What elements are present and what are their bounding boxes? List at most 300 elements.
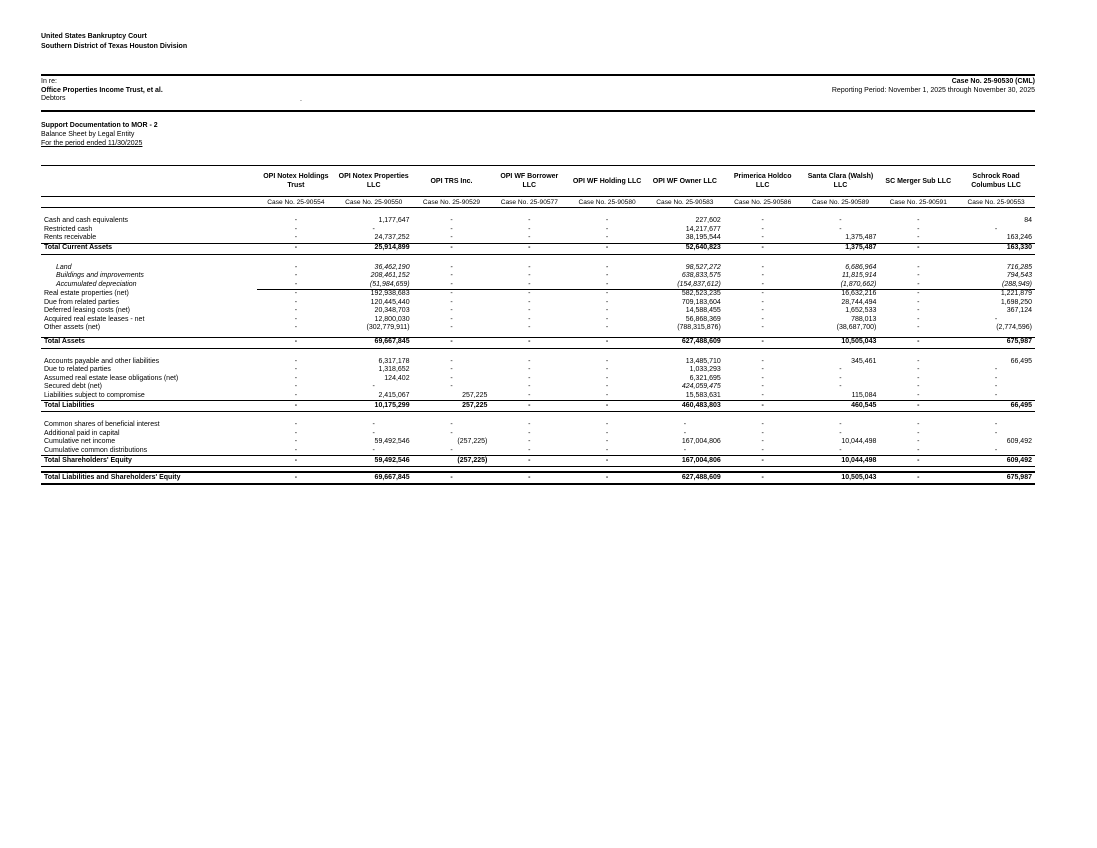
value-cell: 6,686,964	[845, 263, 877, 271]
value-cell: -	[528, 263, 531, 271]
value-cell: -	[528, 421, 531, 428]
value-cell: -	[761, 421, 764, 428]
value-cell: -	[568, 281, 646, 290]
value-cell: -	[917, 421, 920, 428]
value-cell: 52,640,823	[646, 243, 724, 254]
line-item-row	[41, 290, 1035, 299]
value-cell: 69,667,845	[335, 337, 413, 348]
value-cell: 192,938,683	[370, 290, 410, 297]
value-cell: -	[294, 438, 298, 445]
value-cell: 124,402	[384, 374, 410, 382]
value-cell: -	[294, 429, 298, 437]
value-cell: 59,492,546	[335, 456, 413, 467]
value-cell: -	[761, 298, 764, 306]
value-cell: -	[528, 383, 531, 390]
value-cell: 257,225	[462, 391, 488, 399]
value-cell: -	[294, 290, 298, 297]
value-cell: 28,744,494	[841, 298, 877, 306]
value-cell: 1,318,652	[378, 366, 410, 373]
value-cell: 163,330	[957, 243, 1035, 254]
row-label: Total Liabilities and Shareholders' Equity	[41, 472, 257, 484]
line-item-row	[41, 234, 1035, 243]
debtor-name: Office Properties Income Trust, et al.	[41, 86, 163, 94]
case-header	[41, 74, 1035, 112]
row-label: Total Shareholders' Equity	[41, 456, 257, 467]
value-cell: -	[917, 290, 920, 297]
value-cell: -	[724, 472, 802, 484]
value-cell: -	[605, 446, 609, 454]
value-cell: 716,285	[1006, 263, 1032, 271]
line-item-row	[41, 421, 1035, 430]
value-cell: 16,632,216	[841, 290, 877, 297]
value-cell: -	[294, 272, 298, 279]
value-cell: -	[528, 438, 531, 445]
line-item-row	[41, 383, 1035, 392]
value-cell: -	[879, 401, 957, 412]
label-header	[41, 166, 257, 197]
row-label: Assumed real estate lease obligations (net)	[44, 374, 179, 382]
value-cell: -	[294, 298, 298, 306]
row-label: Total Liabilities	[41, 401, 257, 412]
row-label: Deferred leasing costs (net)	[44, 307, 130, 314]
line-item-row	[41, 375, 1035, 384]
value-cell: -	[917, 391, 920, 399]
spacer-cell	[41, 254, 1035, 264]
value-cell: -	[257, 401, 335, 412]
row-label: Secured debt (net)	[44, 383, 102, 390]
value-cell: 98,527,272	[685, 263, 721, 271]
entity-case-number: Case No. 25-90580	[568, 197, 646, 208]
value-cell: -	[294, 374, 298, 382]
spacer-cell	[41, 412, 1035, 422]
value-cell: -	[994, 421, 998, 428]
value-cell: -	[294, 315, 298, 323]
value-cell: 15,583,631	[685, 391, 721, 399]
value-cell: -	[917, 429, 920, 437]
spacer-row	[41, 412, 1035, 422]
entity-column-header: Primerica Holdco LLC	[724, 166, 802, 197]
value-cell: -	[879, 472, 957, 484]
entity-column-header: OPI WF Owner LLC	[646, 166, 724, 197]
value-cell: -	[490, 456, 568, 467]
value-cell: 1,375,487	[845, 234, 877, 241]
entity-case-number: Case No. 25-90550	[335, 197, 413, 208]
value-cell: -	[994, 383, 998, 390]
value-cell: -	[605, 383, 609, 390]
entity-column-header: SC Merger Sub LLC	[879, 166, 957, 197]
value-cell: -	[490, 281, 568, 290]
value-cell: 69,667,845	[335, 472, 413, 484]
value-cell: -	[724, 401, 802, 412]
value-cell: 10,505,043	[802, 337, 880, 348]
value-cell: 13,485,710	[685, 357, 721, 365]
court-heading	[41, 32, 187, 52]
value-cell: 167,004,806	[646, 456, 724, 467]
value-cell: 59,492,546	[374, 438, 410, 445]
value-cell: -	[450, 446, 453, 454]
value-cell: -	[761, 429, 764, 437]
value-cell: (1,870,662)	[802, 281, 880, 290]
value-cell: -	[528, 298, 531, 306]
value-cell: 257,225	[413, 401, 491, 412]
value-cell: 460,483,803	[646, 401, 724, 412]
value-cell: -	[917, 324, 920, 331]
entity-case-number: Case No. 25-90586	[724, 197, 802, 208]
entity-case-number: Case No. 25-90589	[802, 197, 880, 208]
value-cell: -	[528, 374, 531, 382]
value-cell: -	[413, 337, 491, 348]
value-cell: -	[839, 217, 842, 224]
value-cell: -	[994, 391, 998, 399]
value-cell: -	[294, 383, 298, 390]
row-label: Land	[56, 263, 72, 271]
value-cell: 788,013	[851, 315, 877, 323]
line-item-row	[41, 358, 1035, 367]
value-cell: -	[568, 243, 646, 254]
value-cell: -	[372, 429, 375, 437]
value-cell: -	[879, 281, 957, 290]
value-cell: -	[372, 421, 375, 428]
value-cell: -	[490, 472, 568, 484]
value-cell: (2,774,596)	[996, 324, 1032, 331]
value-cell: (154,837,612)	[646, 281, 724, 290]
value-cell: -	[257, 281, 335, 290]
value-cell: -	[917, 307, 920, 314]
value-cell: -	[839, 366, 842, 373]
stray-dot: .	[300, 96, 302, 103]
value-cell: -	[683, 446, 687, 454]
value-cell: (257,225)	[413, 456, 491, 467]
value-cell: 709,183,604	[681, 298, 721, 306]
value-cell: -	[294, 324, 298, 331]
value-cell: -	[605, 272, 609, 279]
value-cell: -	[724, 456, 802, 467]
line-item-row	[41, 299, 1035, 308]
row-label: Other assets (net)	[44, 324, 101, 331]
line-item-row	[41, 392, 1035, 401]
value-cell: -	[528, 315, 531, 323]
spacer-cell	[41, 348, 1035, 358]
value-cell: -	[761, 446, 764, 454]
value-cell: -	[761, 263, 764, 271]
value-cell: -	[528, 446, 531, 454]
value-cell: 115,084	[851, 391, 877, 399]
row-label: Total Current Assets	[41, 243, 257, 254]
label-case-cell	[41, 197, 257, 208]
value-cell: -	[528, 234, 531, 241]
entity-case-number: Case No. 25-90553	[957, 197, 1035, 208]
value-cell: -	[528, 225, 531, 233]
support-title: Support Documentation to MOR - 2	[41, 122, 158, 129]
spacer-row	[41, 254, 1035, 264]
value-cell: -	[605, 217, 609, 224]
line-item-row	[41, 447, 1035, 456]
value-cell: -	[994, 429, 998, 437]
value-cell: -	[568, 401, 646, 412]
value-cell: -	[917, 357, 920, 365]
line-item-row	[41, 324, 1035, 333]
value-cell: -	[413, 472, 491, 484]
entity-case-number: Case No. 25-90554	[257, 197, 335, 208]
row-label: Cumulative net income	[44, 438, 116, 445]
value-cell: -	[994, 315, 998, 323]
value-cell: -	[450, 366, 453, 373]
value-cell: -	[761, 391, 764, 399]
value-cell: 6,317,178	[378, 357, 410, 365]
value-cell: -	[528, 391, 531, 399]
row-label: Due from related parties	[44, 298, 120, 306]
value-cell: -	[294, 366, 298, 373]
value-cell: -	[683, 429, 687, 437]
line-item-row	[41, 438, 1035, 447]
value-cell: -	[490, 337, 568, 348]
entity-case-number: Case No. 25-90591	[879, 197, 957, 208]
value-cell: -	[917, 263, 920, 271]
value-cell: -	[294, 217, 298, 224]
row-label: Acquired real estate leases - net	[44, 315, 145, 323]
value-cell: 227,602	[695, 217, 721, 224]
row-label: Liabilities subject to compromise	[44, 391, 145, 399]
value-cell: -	[761, 290, 764, 297]
value-cell: 2,415,067	[378, 391, 410, 399]
value-cell: 582,523,235	[681, 290, 721, 297]
value-cell: -	[294, 307, 298, 314]
value-cell: -	[917, 315, 920, 323]
value-cell: 794,543	[1006, 272, 1032, 279]
value-cell: -	[605, 298, 609, 306]
spacer-cell	[41, 208, 1035, 218]
balance-sheet-title: Balance Sheet by Legal Entity	[41, 131, 135, 138]
value-cell: -	[528, 357, 531, 365]
value-cell: 120,445,440	[370, 298, 410, 306]
value-cell: -	[528, 366, 531, 373]
court-district: Southern District of Texas Houston Division	[41, 43, 188, 50]
value-cell: 1,652,533	[845, 307, 877, 314]
value-cell: 10,175,299	[335, 401, 413, 412]
value-cell: -	[450, 234, 453, 241]
value-cell: -	[839, 374, 842, 382]
value-cell: -	[994, 366, 998, 373]
in-re-label: In re:	[41, 78, 57, 85]
total-row	[41, 401, 1035, 412]
value-cell: -	[294, 357, 298, 365]
value-cell: -	[917, 374, 920, 382]
value-cell: -	[450, 357, 453, 365]
value-cell: -	[294, 446, 298, 454]
value-cell: -	[257, 337, 335, 348]
value-cell: 10,044,498	[802, 456, 880, 467]
debtors-label: Debtors	[41, 95, 66, 102]
value-cell: -	[917, 383, 920, 390]
value-cell: -	[761, 324, 764, 331]
total-row	[41, 243, 1035, 254]
value-cell: 10,505,043	[802, 472, 880, 484]
line-item-row	[41, 307, 1035, 316]
value-cell: -	[917, 225, 920, 233]
value-cell: -	[839, 225, 842, 233]
value-cell: -	[761, 234, 764, 241]
value-cell: 14,588,455	[685, 307, 721, 314]
value-cell: -	[450, 298, 453, 306]
value-cell: 20,348,703	[374, 307, 410, 314]
value-cell: 367,124	[1006, 307, 1032, 314]
value-cell: 66,495	[1010, 357, 1032, 365]
value-cell: 36,462,190	[374, 263, 410, 271]
row-label: Due to related parties	[44, 366, 111, 373]
value-cell: 167,004,806	[681, 438, 721, 445]
period-ended: For the period ended 11/30/2025	[41, 140, 143, 147]
value-cell: -	[917, 298, 920, 306]
value-cell: -	[761, 307, 764, 314]
value-cell: -	[994, 225, 998, 233]
case-header-left	[41, 78, 163, 104]
value-cell: 675,987	[957, 337, 1035, 348]
value-cell: -	[450, 374, 453, 382]
value-cell: -	[257, 472, 335, 484]
value-cell: -	[761, 374, 764, 382]
value-cell: -	[294, 263, 298, 271]
value-cell: -	[761, 225, 764, 233]
line-item-row	[41, 226, 1035, 235]
row-label: Additional paid in capital	[44, 429, 120, 437]
value-cell: -	[450, 217, 453, 224]
case-number: Case No. 25-90530 (CML)	[951, 78, 1035, 85]
value-cell: 627,488,609	[646, 472, 724, 484]
value-cell: 1,221,879	[1000, 290, 1032, 297]
value-cell: -	[605, 421, 609, 428]
value-cell: -	[605, 290, 609, 297]
row-label: Total Assets	[41, 337, 257, 348]
value-cell: -	[724, 337, 802, 348]
value-cell: 14,217,677	[685, 225, 721, 233]
value-cell: -	[294, 234, 298, 241]
value-cell: -	[683, 421, 687, 428]
value-cell: -	[879, 456, 957, 467]
entity-column-header: OPI WF Holding LLC	[568, 166, 646, 197]
value-cell: (788,315,876)	[677, 324, 721, 331]
total-row	[41, 472, 1035, 484]
value-cell: -	[450, 225, 453, 233]
value-cell: -	[605, 263, 609, 271]
row-label: Restricted cash	[44, 225, 93, 233]
value-cell: 1,698,250	[1000, 298, 1032, 306]
value-cell: -	[450, 383, 453, 390]
value-cell: 609,492	[957, 456, 1035, 467]
entity-header-row	[41, 166, 1035, 197]
value-cell: (51,984,659)	[335, 281, 413, 290]
value-cell: -	[917, 217, 920, 224]
entity-case-number: Case No. 25-90583	[646, 197, 724, 208]
value-cell: -	[994, 446, 998, 454]
total-row	[41, 456, 1035, 467]
value-cell: 38,195,544	[685, 234, 721, 241]
value-cell: -	[761, 438, 764, 445]
entity-column-header: OPI TRS Inc.	[413, 166, 491, 197]
value-cell: 627,488,609	[646, 337, 724, 348]
value-cell: -	[294, 421, 298, 428]
entity-column-header: OPI WF Borrower LLC	[490, 166, 568, 197]
value-cell: -	[761, 357, 764, 365]
value-cell: -	[294, 391, 298, 399]
value-cell: -	[839, 429, 842, 437]
balance-sheet-table	[41, 165, 1035, 485]
value-cell: -	[490, 243, 568, 254]
value-cell: 609,492	[1006, 438, 1032, 445]
value-cell: -	[917, 272, 920, 279]
value-cell: -	[879, 243, 957, 254]
value-cell: -	[372, 225, 375, 233]
value-cell: -	[994, 374, 998, 382]
row-label: Accumulated depreciation	[56, 280, 137, 288]
value-cell: -	[605, 366, 609, 373]
row-label: Real estate properties (net)	[44, 289, 129, 297]
value-cell: -	[450, 263, 453, 271]
value-cell: 6,321,695	[689, 374, 721, 382]
value-cell: -	[528, 290, 531, 297]
value-cell: -	[605, 315, 609, 323]
entity-column-header: Schrock Road Columbus LLC	[957, 166, 1035, 197]
value-cell: 163,246	[1006, 234, 1032, 241]
line-item-row	[41, 217, 1035, 226]
value-cell: -	[413, 243, 491, 254]
row-label: Buildings and improvements	[56, 272, 144, 279]
value-cell: (288,949)	[957, 281, 1035, 290]
value-cell: -	[724, 243, 802, 254]
line-item-row	[41, 366, 1035, 375]
row-label: Cash and cash equivalents	[44, 217, 129, 224]
value-cell: -	[761, 366, 764, 373]
value-cell: 24,737,252	[374, 234, 410, 241]
value-cell: 638,833,575	[681, 272, 721, 279]
value-cell: 208,461,152	[370, 272, 410, 279]
value-cell: -	[257, 456, 335, 467]
value-cell: -	[761, 383, 764, 390]
document-subtitle	[41, 121, 158, 148]
value-cell: -	[528, 272, 531, 279]
row-label: Accounts payable and other liabilities	[44, 357, 160, 365]
value-cell: -	[724, 281, 802, 290]
line-item-row	[41, 316, 1035, 325]
value-cell: -	[294, 225, 298, 233]
case-number-row	[41, 197, 1035, 208]
value-cell: -	[605, 324, 609, 331]
value-cell: -	[450, 324, 453, 331]
value-cell: 460,545	[802, 401, 880, 412]
value-cell: -	[761, 315, 764, 323]
value-cell: -	[605, 374, 609, 382]
value-cell: -	[490, 401, 568, 412]
value-cell: -	[605, 357, 609, 365]
value-cell: -	[605, 225, 609, 233]
total-row	[41, 337, 1035, 348]
value-cell: 1,033,293	[689, 366, 721, 373]
court-name: United States Bankruptcy Court	[41, 33, 147, 40]
value-cell: -	[568, 337, 646, 348]
value-cell: -	[605, 234, 609, 241]
value-cell: -	[605, 391, 609, 399]
value-cell: -	[839, 446, 842, 454]
reporting-period: Reporting Period: November 1, 2025 through November 30, 2025	[831, 86, 1035, 94]
entity-column-header: OPI Notex Holdings Trust	[257, 166, 335, 197]
row-label: Cumulative common distributions	[44, 446, 148, 454]
entity-case-number: Case No. 25-90529	[413, 197, 491, 208]
value-cell: 1,375,487	[802, 243, 880, 254]
value-cell: -	[413, 281, 491, 290]
row-label: Common shares of beneficial interest	[44, 421, 160, 428]
value-cell: -	[372, 446, 375, 454]
value-cell: -	[528, 324, 531, 331]
value-cell: 11,815,914	[841, 272, 877, 279]
